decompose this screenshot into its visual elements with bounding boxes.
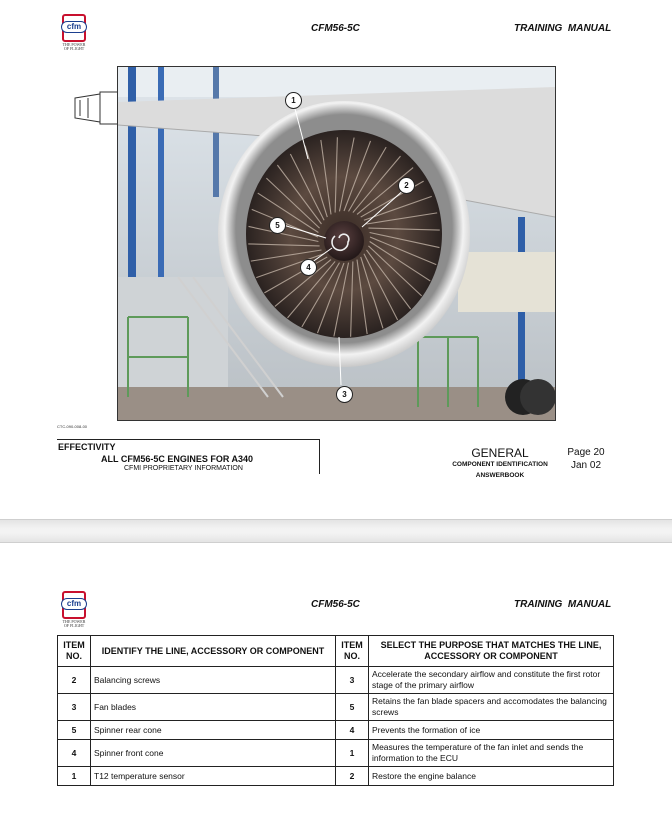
matching-table	[57, 635, 614, 786]
page-date: Jan 02	[570, 460, 602, 471]
purpose-text: Measures the temperature of the fan inlet and sends the information to the ECU	[369, 740, 614, 767]
purpose-text: Retains the fan blade spacers and accomodates the balancing screws	[369, 694, 614, 721]
header-item-no-2: ITEM NO.	[336, 636, 369, 667]
item-number: 5	[58, 721, 91, 740]
callout-3: 3	[336, 386, 353, 403]
page-separator	[0, 519, 672, 543]
item-number: 1	[58, 767, 91, 786]
component-name: Balancing screws	[91, 667, 336, 694]
effectivity-label: EFFECTIVITY	[58, 442, 116, 452]
purpose-text: Restore the engine balance	[369, 767, 614, 786]
header-item-no-1: ITEM NO.	[58, 636, 91, 667]
header-manual-title-page2: TRAINING MANUAL	[514, 599, 612, 610]
effectivity-block	[57, 439, 320, 474]
table-row	[58, 721, 614, 740]
table-row	[58, 694, 614, 721]
book-title: ANSWERBOOK	[475, 472, 525, 479]
item-number: 2	[58, 667, 91, 694]
table-row	[58, 767, 614, 786]
match-number: 3	[336, 667, 369, 694]
cfm-logo: cfm THE POWER OF FLIGHT	[60, 14, 88, 51]
item-number: 4	[58, 740, 91, 767]
section-title: GENERAL	[471, 446, 529, 460]
callout-1: 1	[285, 92, 302, 109]
callout-5: 5	[269, 217, 286, 234]
header-purpose: SELECT THE PURPOSE THAT MATCHES THE LINE, ACCESSORY OR COMPONENT	[369, 636, 614, 667]
header-engine-model: CFM56-5C	[311, 23, 360, 34]
component-name: T12 temperature sensor	[91, 767, 336, 786]
table-row	[58, 667, 614, 694]
purpose-text: Accelerate the secondary airflow and constitute the first rotor stage of the primary airflow	[369, 667, 614, 694]
figure-reference: CTC-090-008-00	[57, 424, 88, 429]
match-number: 1	[336, 740, 369, 767]
match-number: 2	[336, 767, 369, 786]
page-number: Page 20	[567, 447, 605, 458]
subsection-title: COMPONENT IDENTIFICATION	[452, 461, 548, 468]
engine-photo	[117, 66, 556, 421]
effectivity-line: ALL CFM56-5C ENGINES FOR A340	[101, 454, 254, 464]
component-name: Fan blades	[91, 694, 336, 721]
header-engine-model-page2: CFM56-5C	[311, 599, 360, 610]
item-number: 3	[58, 694, 91, 721]
purpose-text: Prevents the formation of ice	[369, 721, 614, 740]
callout-2: 2	[398, 177, 415, 194]
match-number: 4	[336, 721, 369, 740]
header-identify: IDENTIFY THE LINE, ACCESSORY OR COMPONENT	[91, 636, 336, 667]
match-number: 5	[336, 694, 369, 721]
table-row	[58, 740, 614, 767]
callout-4: 4	[300, 259, 317, 276]
header-manual-title: TRAINING MANUAL	[514, 23, 612, 34]
component-name: Spinner front cone	[91, 740, 336, 767]
proprietary-notice: CFMI PROPRIETARY INFORMATION	[124, 465, 243, 472]
cfm-logo-page2: cfm THE POWER OF FLIGHT	[60, 591, 88, 628]
component-name: Spinner rear cone	[91, 721, 336, 740]
